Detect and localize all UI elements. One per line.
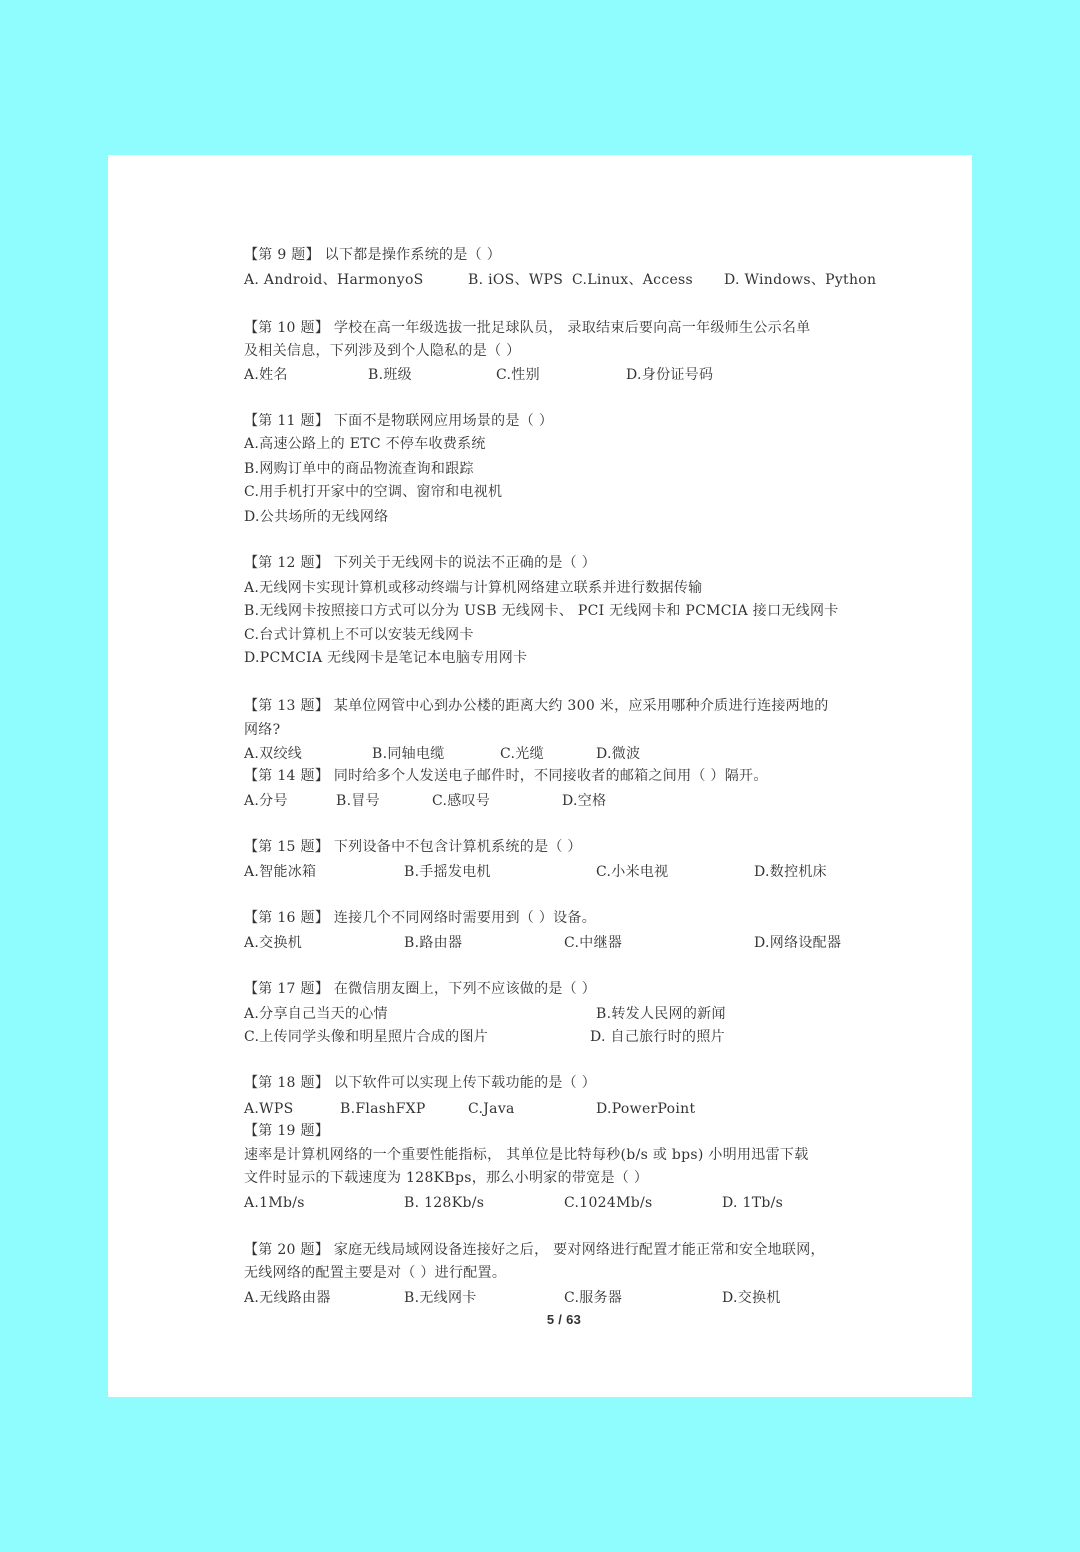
q18-option-a: A.WPS [244,1101,294,1117]
q19-option-a: A.1Mb/s [244,1195,305,1211]
q9-stem: 【第 9 题】 以下都是操作系统的是（ ） [244,247,502,263]
q19-option-c: C.1024Mb/s [564,1195,653,1211]
q10-stem-line1: 【第 10 题】 学校在高一年级选拔一批足球队员， 录取结束后要向高一年级师生公示名单 [244,320,811,336]
q12-option-a: A.无线网卡实现计算机或移动终端与计算机网络建立联系并进行数据传输 [244,580,703,596]
q11-option-a: A.高速公路上的 ETC 不停车收费系统 [244,436,486,452]
q18-option-c: C.Java [468,1101,515,1117]
q12-stem: 【第 12 题】 下列关于无线网卡的说法不正确的是（ ） [244,555,597,571]
q10-stem-line2: 及相关信息，下列涉及到个人隐私的是（ ） [244,343,521,359]
q17-option-c: C.上传同学头像和明星照片合成的图片 [244,1029,489,1045]
q9-option-b: B. iOS、WPS [468,272,564,288]
q13-option-d: D.微波 [596,746,641,762]
q10-option-d: D.身份证号码 [626,367,714,383]
q15-option-b: B.手摇发电机 [404,864,491,880]
q13-stem-line1: 【第 13 题】 某单位网管中心到办公楼的距离大约 300 米，应采用哪种介质进行连接两地的 [244,698,829,714]
q18-stem: 【第 18 题】 以下软件可以实现上传下载功能的是（ ） [244,1075,597,1091]
q9-option-d: D. Windows、Python [724,272,877,288]
q12-option-b: B.无线网卡按照接口方式可以分为 USB 无线网卡、 PCI 无线网卡和 PCMCIA 接口无线网卡 [244,603,839,619]
q14-option-d: D.空格 [562,793,607,809]
document-page [108,155,972,1397]
q17-option-b: B.转发人民网的新闻 [596,1006,726,1022]
q16-option-a: A.交换机 [244,935,303,951]
q17-stem: 【第 17 题】 在微信朋友圈上，下列不应该做的是（ ） [244,981,597,997]
q9-option-a: A. Android、HarmonyoS [244,272,424,288]
q19-option-d: D. 1Tb/s [722,1195,784,1211]
q11-option-c: C.用手机打开家中的空调、窗帘和电视机 [244,484,503,500]
q12-option-d: D.PCMCIA 无线网卡是笔记本电脑专用网卡 [244,650,528,666]
q14-option-b: B.冒号 [336,793,380,809]
q16-stem: 【第 16 题】 连接几个不同网络时需要用到（ ）设备。 [244,910,597,926]
q16-option-c: C.中继器 [564,935,623,951]
q14-option-c: C.感叹号 [432,793,491,809]
page-number: 5 / 63 [546,1312,582,1327]
q13-option-a: A.双绞线 [244,746,303,762]
q20-option-a: A.无线路由器 [244,1290,331,1306]
q13-option-b: B.同轴电缆 [372,746,445,762]
q17-option-d: D. 自己旅行时的照片 [590,1029,725,1045]
q13-option-c: C.光缆 [500,746,544,762]
q20-option-c: C.服务器 [564,1290,623,1306]
q15-option-a: A.智能冰箱 [244,864,317,880]
q10-option-c: C.性别 [496,367,540,383]
q11-option-b: B.网购订单中的商品物流查询和跟踪 [244,461,474,477]
q18-option-d: D.PowerPoint [596,1101,696,1117]
q16-option-d: D.网络设配器 [754,935,842,951]
q19-stem-line2: 文件时显示的下载速度为 128KBps，那么小明家的带宽是（ ） [244,1170,649,1186]
q16-option-b: B.路由器 [404,935,463,951]
q11-stem: 【第 11 题】 下面不是物联网应用场景的是（ ） [244,413,554,429]
q19-option-b: B. 128Kb/s [404,1195,485,1211]
q9-option-c: C.Linux、Access [572,272,694,288]
q15-option-d: D.数控机床 [754,864,827,880]
q20-option-d: D.交换机 [722,1290,781,1306]
q15-option-c: C.小米电视 [596,864,669,880]
q20-option-b: B.无线网卡 [404,1290,477,1306]
q10-option-b: B.班级 [368,367,412,383]
q17-option-a: A.分享自己当天的心情 [244,1006,388,1022]
q14-stem: 【第 14 题】 同时给多个人发送电子邮件时，不同接收者的邮箱之间用（ ）隔开。 [244,768,768,784]
q19-head: 【第 19 题】 [244,1123,330,1139]
q11-option-d: D.公共场所的无线网络 [244,509,389,525]
q20-stem-line2: 无线网络的配置主要是对（ ）进行配置。 [244,1265,507,1281]
q10-option-a: A.姓名 [244,367,288,383]
q14-option-a: A.分号 [244,793,288,809]
q18-option-b: B.FlashFXP [340,1101,426,1117]
q20-stem-line1: 【第 20 题】 家庭无线局域网设备连接好之后， 要对网络进行配置才能正常和安全地联网， [244,1242,825,1258]
q13-stem-line2: 网络? [244,722,281,738]
q12-option-c: C.台式计算机上不可以安装无线网卡 [244,627,474,643]
q19-stem-line1: 速率是计算机网络的一个重要性能指标， 其单位是比特每秒(b/s 或 bps) 小明用迅雷下载 [244,1147,809,1163]
q15-stem: 【第 15 题】 下列设备中不包含计算机系统的是（ ） [244,839,582,855]
